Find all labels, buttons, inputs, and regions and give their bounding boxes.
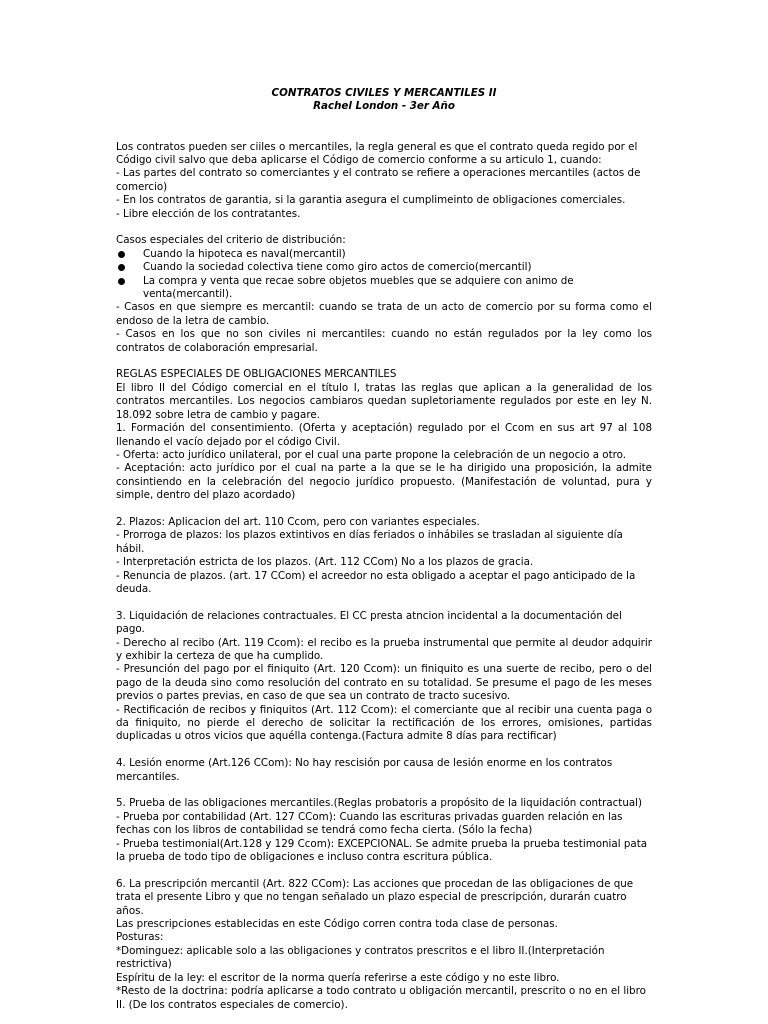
reglas-paragraph: El libro II del Código comercial en el título I, tratas las reglas que aplican a la generalidad de los contratos mercantiles. Los negocios cambiaros quedan supletoriamente regulados por este en ley N. 18.092 sobre letra de cambio y pagare. xyxy=(116,381,652,421)
casos-section xyxy=(116,234,652,355)
casos-item: - Casos en que siempre es mercantil: cuando se trata de un acto de comercio por su forma como el endoso de la letra de cambio. xyxy=(116,301,652,327)
intro-section xyxy=(116,141,652,221)
plazos-item: - Renuncia de plazos. (art. 17 CCom) el acreedor no esta obligado a aceptar el pago anticipado de la deuda. xyxy=(116,569,636,595)
liquidacion-item: - Rectificación de recibos y finiquitos (Art. 112 Ccom): el comerciante que al recibir una cuenta paga o da finiquito, no pierde el derecho de solicitar la rectificación de los errores, omisiones, partidas duplicadas u otros vicios que aquélla contenga.(Factura admite 8 días para rectificar) xyxy=(116,703,652,743)
bullet-item: Cuando la sociedad colectiva tiene como giro actos de comercio(mercantil) xyxy=(116,261,652,274)
bullet-icon xyxy=(118,278,125,285)
reglas-paragraph: - Aceptación: acto jurídico por el cual na parte a la que se le ha dirigido una proposición, la admite consintiendo en la celebración del negocio jurídico propuesto. (Manifestación de voluntad, pura y simple, dentro del plazo acordado) xyxy=(116,462,652,502)
document-header xyxy=(116,87,652,114)
prueba-section xyxy=(116,797,652,864)
casos-item: - Casos en los que no son civiles ni mercantiles: cuando no están regulados por la ley como los contratos de colaboración empresarial. xyxy=(116,328,652,354)
intro-paragraph: Los contratos pueden ser ciiles o mercantiles, la regla general es que el contrato queda regido por el Código civil salvo que deba aplicarse el Código de comercio conforme a su articulo 1, cuando: xyxy=(116,140,638,167)
prueba-item: 5. Prueba de las obligaciones mercantiles.(Reglas probatoris a propósito de la liquidación contractual) xyxy=(116,797,643,810)
liquidacion-item: - Derecho al recibo (Art. 119 Ccom): el recibo es la prueba instrumental que permite al deudor adquirir y exhibir la certeza de que ha cumplido. xyxy=(116,636,652,662)
document-title: CONTRATOS CIVILES Y MERCANTILES II xyxy=(271,87,497,99)
prescripcion-item: *Dominguez: aplicable solo a las obligaciones y contratos prescritos e el libro II.(Interpretación restrictiva) xyxy=(116,944,605,971)
prescripcion-item: Posturas: xyxy=(116,931,164,944)
reglas-paragraph: - Oferta: acto jurídico unilateral, por el cual una parte propone la celebración de un negocio a otro. xyxy=(116,448,627,461)
lesion-item: 4. Lesión enorme (Art.126 CCom): No hay rescisión por causa de lesión enorme en los contratos mercantiles. xyxy=(116,757,613,783)
prueba-item: - Prueba testimonial(Art.128 y 129 Ccom): EXCEPCIONAL. Se admite prueba la prueba testimonial pata la prueba de todo tipo de obligaciones e incluso contra escritura pública. xyxy=(116,837,648,864)
liquidacion-item: - Presunción del pago por el finiquito (Art. 120 Ccom): un finiquito es una suerte de recibo, pero o del pago de la deuda sino como resolución del contrato en su totalidad. Se presume el pago de les meses previos o partes previas, en caso de que sea un contrato de tracto sucesivo. xyxy=(116,663,652,703)
plazos-item: - Interpretación estricta de los plazos. (Art. 112 CCom) No a los plazos de gracia. xyxy=(116,556,534,569)
liquidacion-section xyxy=(116,610,652,744)
prescripcion-section xyxy=(116,878,652,1012)
prueba-item: - Prueba por contabilidad (Art. 127 CCom): Cuando las escrituras privadas guarden relación en las fechas con los libros de contabilidad se tendrá como fecha cierta. (Sólo la fecha) xyxy=(116,810,623,837)
intro-item: - En los contratos de garantia, si la garantia asegura el cumplimeinto de obligaciones comerciales. xyxy=(116,194,626,207)
prescripcion-item: *Resto de la doctrina: podría aplicarse a todo contrato u obligación mercantil, prescrito o no en el libro II. (De los contratos especiales de comercio). xyxy=(116,985,646,1011)
reglas-paragraph: 1. Formación del consentimiento. (Oferta y aceptación) regulado por el Ccom en sus art 97 al 108 llenando el vacío dejado por el código Civil. xyxy=(116,422,652,448)
plazos-item: - Prorroga de plazos: los plazos extintivos en días feriados o inhábiles se trasladan al siguiente día hábil. xyxy=(116,529,623,555)
lesion-section xyxy=(116,757,652,784)
reglas-section xyxy=(116,368,652,502)
prescripcion-item: Las prescripciones establecidas en este Código corren contra toda clase de personas. xyxy=(116,918,558,931)
prescripcion-item: 6. La prescripción mercantil (Art. 822 CCom): Las acciones que procedan de las obligaciones de que trata el presente Libro y que no tengan señalado un plazo especial de prescripción, durarán cuatro años. xyxy=(116,877,634,917)
prescripcion-item: Espíritu de la ley: el escritor de la norma quería referirse a este código y no este libro. xyxy=(116,971,560,984)
intro-item: - Libre elección de los contratantes. xyxy=(116,207,301,220)
liquidacion-item: 3. Liquidación de relaciones contractuales. El CC presta atncion incidental a la documentación del pago. xyxy=(116,609,622,636)
reglas-title: REGLAS ESPECIALES DE OBLIGACIONES MERCANTILES xyxy=(116,368,397,381)
bullet-icon xyxy=(118,264,125,271)
document-body xyxy=(116,87,652,1012)
bullet-item: Cuando la hipoteca es naval(mercantil) xyxy=(116,248,652,261)
bullet-item: La compra y venta que recae sobre objetos muebles que se adquiere con animo de venta(mercantil). xyxy=(116,275,652,302)
casos-title: Casos especiales del criterio de distribución: xyxy=(116,234,346,247)
bullet-icon xyxy=(118,251,125,258)
plazos-section xyxy=(116,516,652,596)
intro-item: - Las partes del contrato so comerciantes y el contrato se refiere a operaciones mercantiles (actos de comercio) xyxy=(116,167,641,193)
plazos-item: 2. Plazos: Aplicacion del art. 110 Ccom, pero con variantes especiales. xyxy=(116,515,480,528)
document-author: Rachel London - 3er Año xyxy=(313,100,455,113)
